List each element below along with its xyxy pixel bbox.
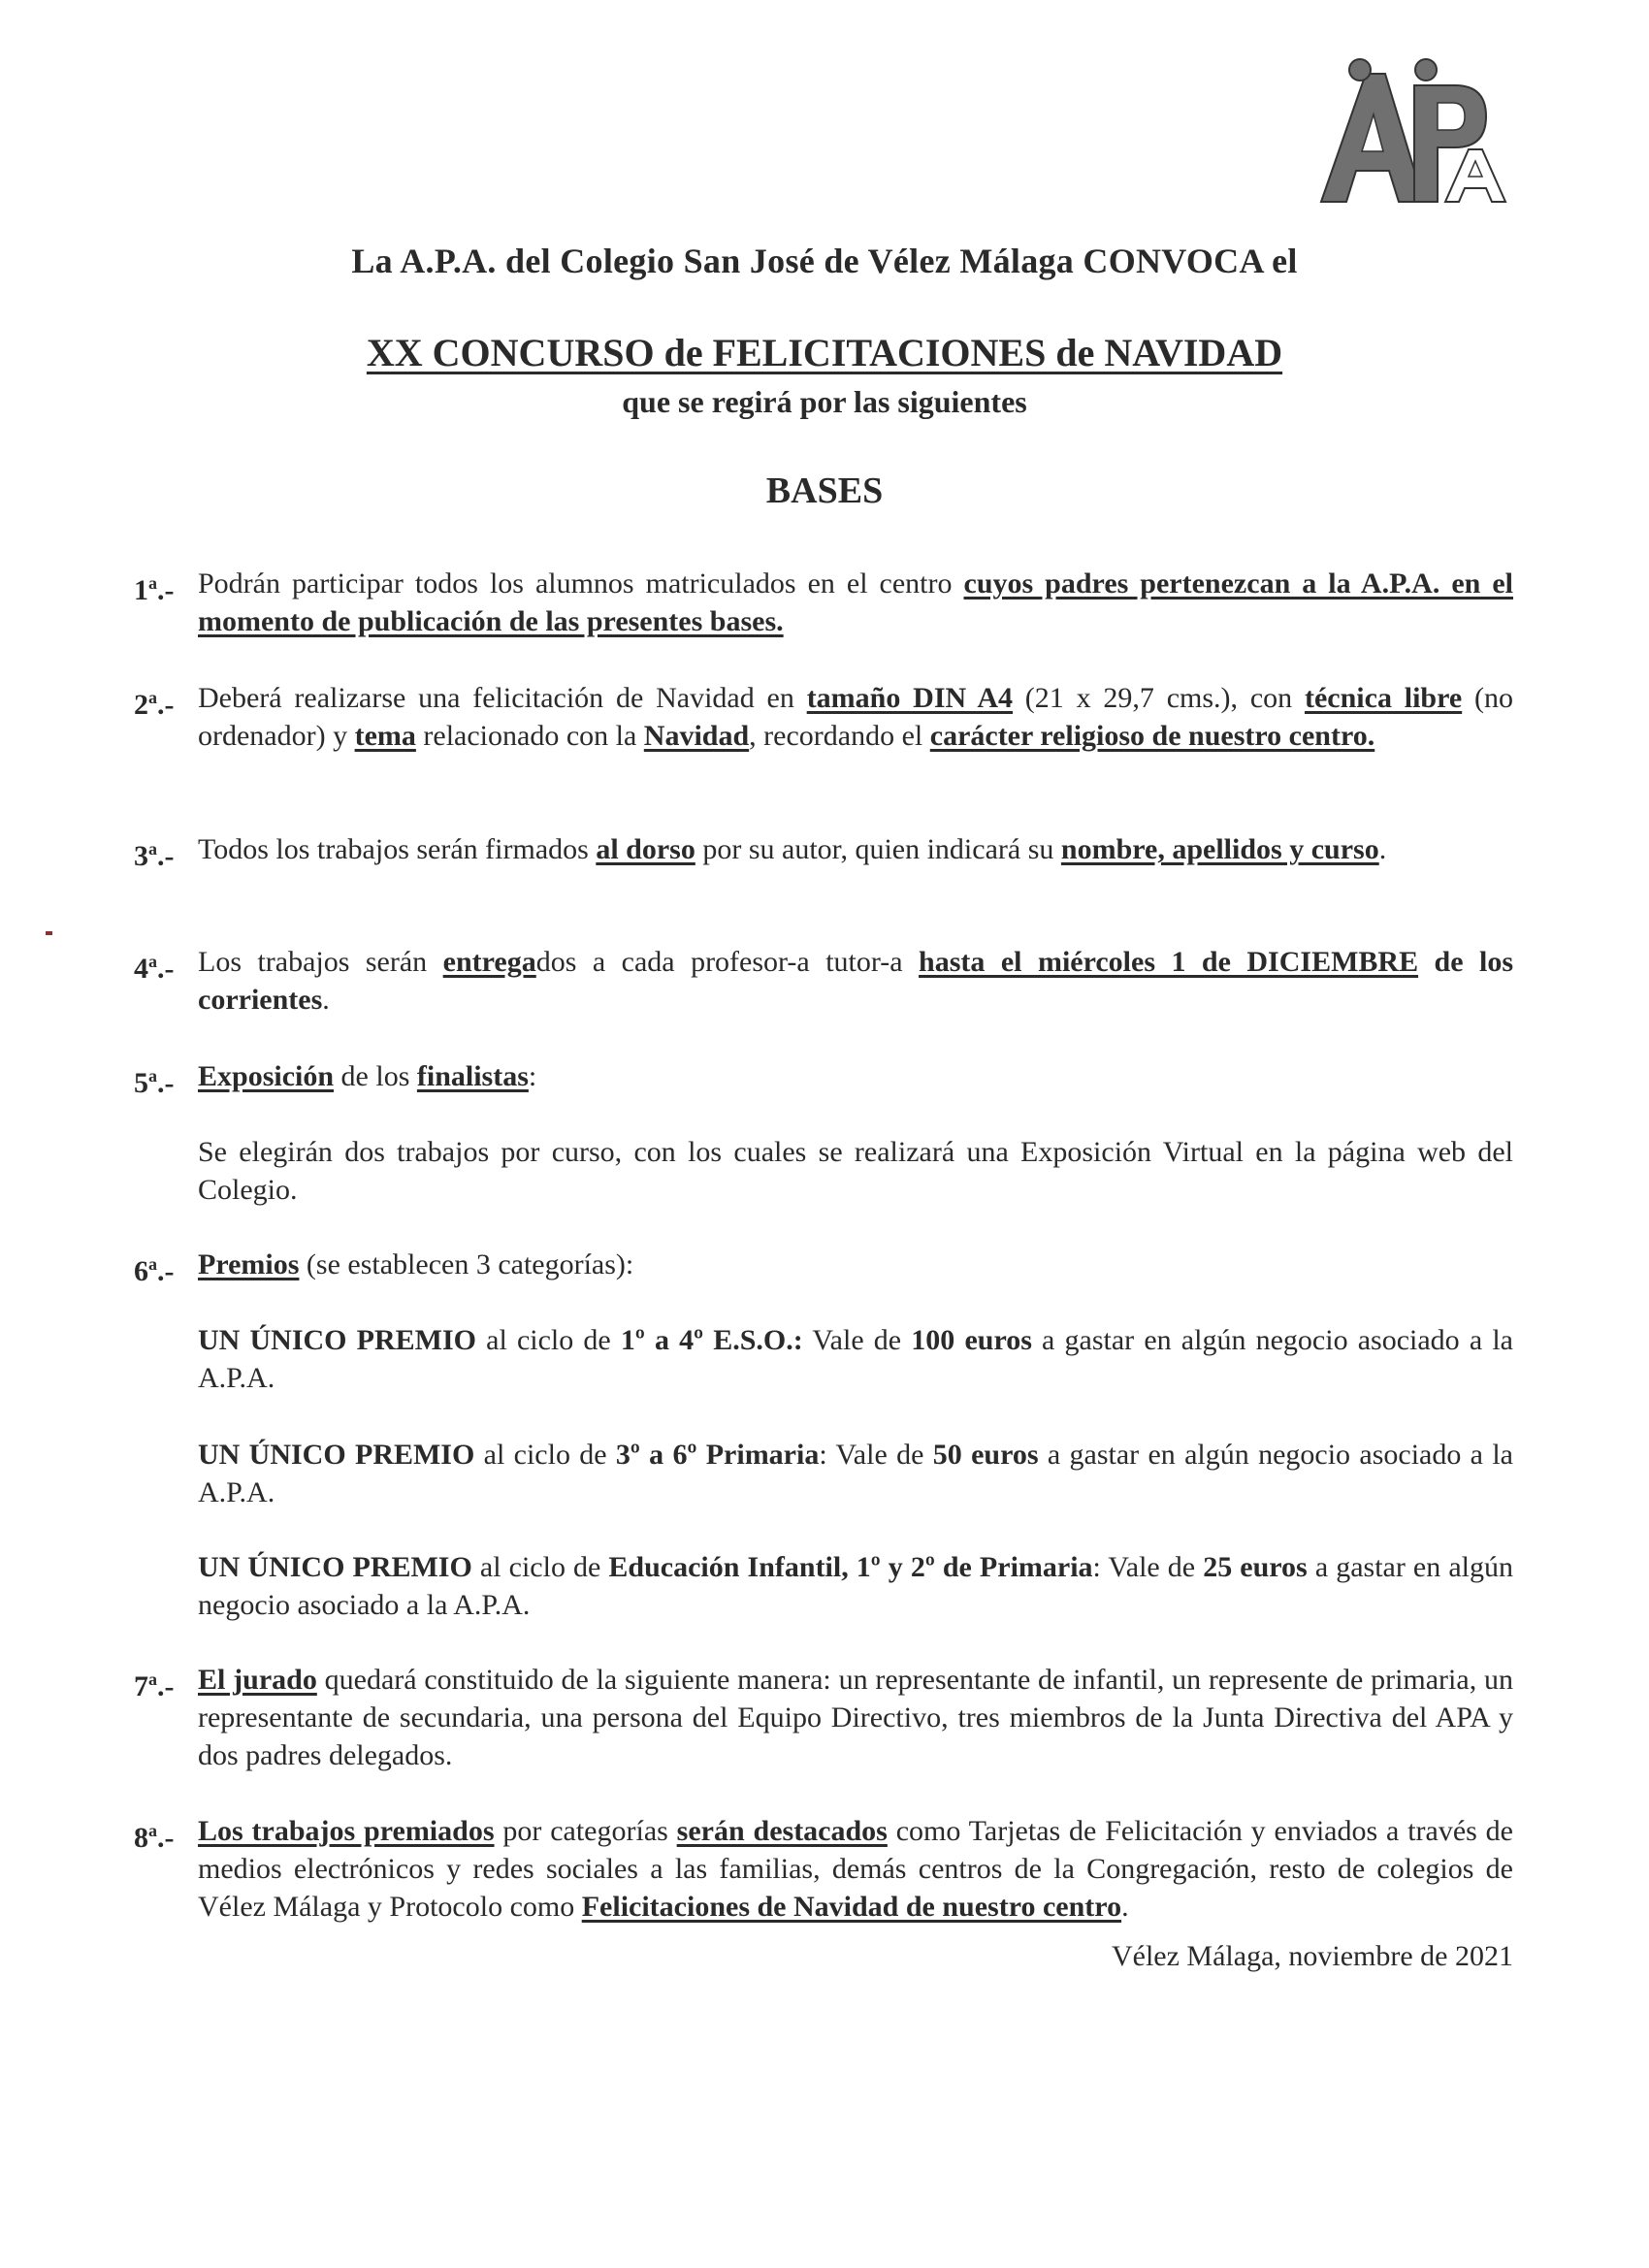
rule-number: 4$^a$.-	[134, 952, 175, 985]
rule-7: 7$^a$.- El jurado quedará constituido de la siguiente manera: un representante de infantil, un represente de primaria, un representante de secundaria, una persona del Equipo Directivo, tres miembros de la Junta Directiva del APA y dos padres delegados.	[134, 1661, 1513, 1774]
scan-speck	[46, 931, 52, 935]
rule-number: 2$^a$.-	[134, 688, 175, 721]
rule-3: 3$^a$.- Todos los trabajos serán firmados al dorso por su autor, quien indicará su nombre, apellidos y curso.	[134, 830, 1513, 868]
rule-2: 2$^a$.- Deberá realizarse una felicitación de Navidad en tamaño DIN A4 (21 x 29,7 cms.), con técnica libre (no ordenador) y tema relacionado con la Navidad, recordando el carácter religioso de nuestro centro.	[134, 679, 1513, 755]
contest-subtitle: que se regirá por las siguientes	[622, 384, 1027, 419]
bases-heading: BASES	[765, 470, 884, 511]
prize-eso: UN ÚNICO PREMIO al ciclo de 1º a 4º E.S.O.: Vale de 100 euros a gastar en algún negocio asociado a la A.P.A.	[198, 1324, 1513, 1394]
rule-number: 6$^a$.-	[134, 1254, 175, 1287]
rule-number: 7$^a$.-	[134, 1669, 175, 1702]
rule-6: 6$^a$.- Premios (se establecen 3 categorías):	[134, 1246, 1513, 1283]
rule-number: 5$^a$.-	[134, 1066, 175, 1099]
rule-8: 8$^a$.- Los trabajos premiados por categorías serán destacados como Tarjetas de Felicitación y enviados a través de medios electrónicos y redes sociales a las familias, demás centros de la Congregación, resto de colegios de Vélez Málaga y Protocolo como Felicitaciones de Navidad de nuestro centro.	[134, 1812, 1513, 1926]
prize-primaria: UN ÚNICO PREMIO al ciclo de 3º a 6º Primaria: Vale de 50 euros a gastar en algún negocio asociado a la A.P.A.	[198, 1439, 1513, 1508]
convoca-heading: La A.P.A. del Colegio San José de Vélez Málaga CONVOCA el	[351, 242, 1298, 280]
rule-5: 5$^a$.- Exposición de los finalistas:	[134, 1057, 1513, 1095]
rule-number: 3$^a$.-	[134, 839, 175, 872]
rule-number: 8$^a$.-	[134, 1821, 175, 1854]
apa-logo	[1310, 56, 1542, 211]
rule-5-detail: Se elegirán dos trabajos por curso, con los cuales se realizará una Exposición Virtual en la página web del Colegio.	[198, 1136, 1513, 1206]
rule-1: 1$^a$.- Podrán participar todos los alumnos matriculados en el centro cuyos padres pertenezcan a la A.P.A. en el momento de publicación de las presentes bases.	[134, 565, 1513, 640]
rule-number: 1$^a$.-	[134, 573, 175, 606]
place-date-signature: Vélez Málaga, noviembre de 2021	[1111, 1940, 1513, 1972]
rule-4: 4$^a$.- Los trabajos serán entregados a cada profesor-a tutor-a hasta el miércoles 1 de DICIEMBRE de los corrientes.	[134, 943, 1513, 1019]
prize-infantil: UN ÚNICO PREMIO al ciclo de Educación Infantil, 1º y 2º de Primaria: Vale de 25 euros a gastar en algún negocio asociado a la A.P.A.	[198, 1551, 1513, 1621]
contest-title: XX CONCURSO de FELICITACIONES de NAVIDAD	[366, 331, 1283, 374]
